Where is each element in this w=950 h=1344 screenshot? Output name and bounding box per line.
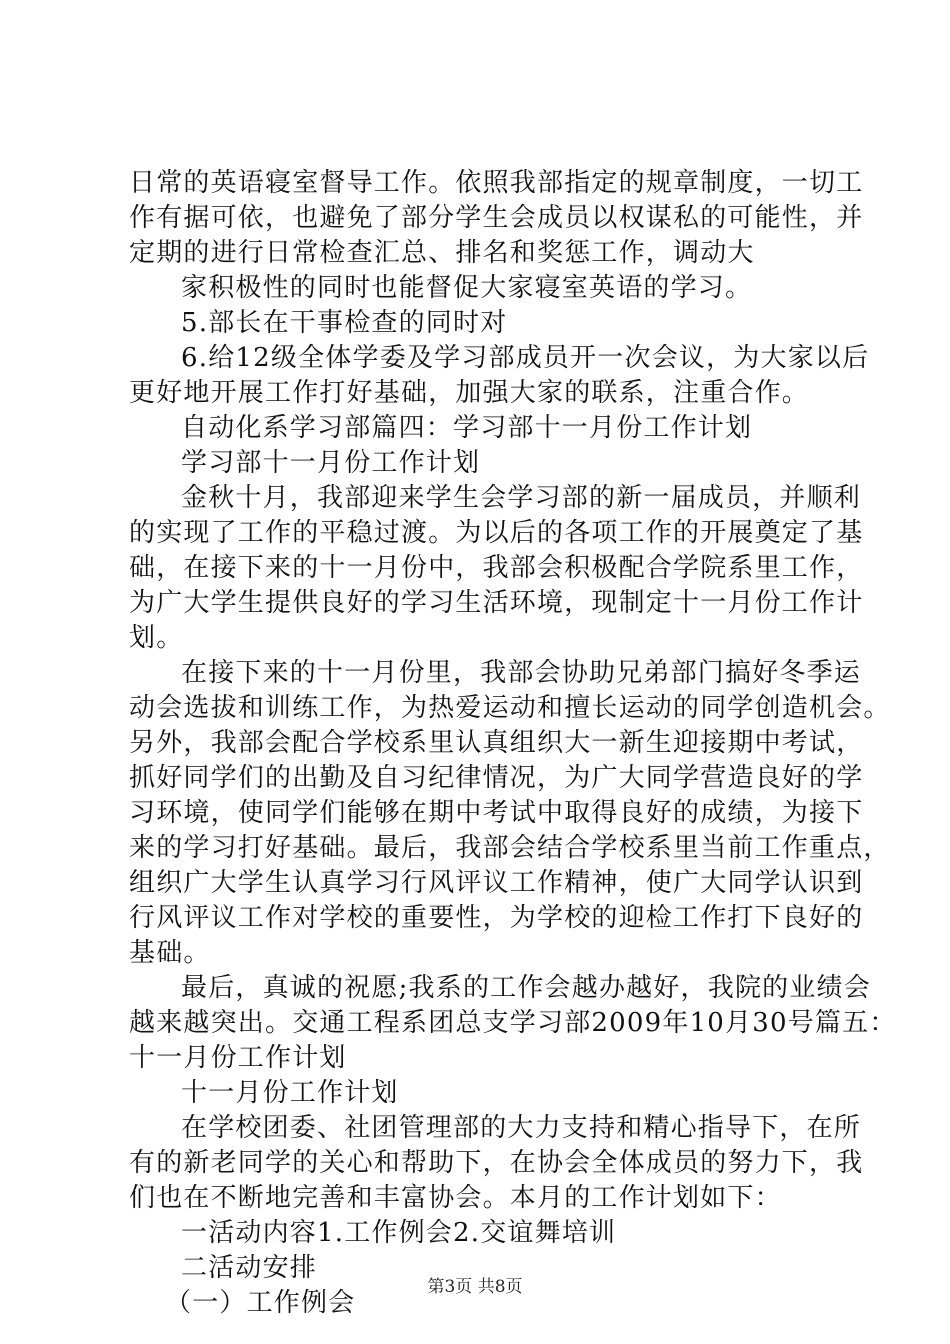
text-line: 在接下来的十一月份里，我部会协助兄弟部门搞好冬季运 bbox=[181, 658, 862, 688]
text-line: （一）工作例会 bbox=[165, 1288, 356, 1318]
text-line: 有的新老同学的关心和帮助下，在协会全体成员的努力下，我 bbox=[129, 1148, 864, 1178]
text-line: 们也在不断地完善和丰富协会。本月的工作计划如下： bbox=[129, 1183, 782, 1213]
page-number: 第3页 共8页 bbox=[427, 1277, 523, 1297]
section-heading: 自动化系学习部篇四：学习部十一月份工作计划 bbox=[181, 413, 753, 443]
text-line: 来的学习打好基础。最后，我部会结合学校系里当前工作重点， bbox=[129, 833, 891, 863]
text-line: 最后，真诚的祝愿;我系的工作会越办越好，我院的业绩会 bbox=[181, 973, 871, 1003]
text-line: 作有据可依，也避免了部分学生会成员以权谋私的可能性，并 bbox=[129, 203, 864, 233]
text-line: 另外，我部会配合学校系里认真组织大一新生迎接期中考试， bbox=[129, 728, 864, 758]
text-line: 划。 bbox=[129, 623, 184, 653]
text-line: 越来越突出。交通工程系团总支学习部2009年10月30号篇五： bbox=[129, 1008, 897, 1038]
text-line: 金秋十月，我部迎来学生会学习部的新一届成员，并顺利 bbox=[181, 483, 862, 513]
text-line: 础，在接下来的十一月份中，我部会积极配合学院系里工作， bbox=[129, 553, 864, 583]
section-title: 十一月份工作计划 bbox=[181, 1078, 399, 1108]
text-line: 日常的英语寝室督导工作。依照我部指定的规章制度，一切工 bbox=[129, 168, 864, 198]
text-line: 更好地开展工作打好基础，加强大家的联系，注重合作。 bbox=[129, 378, 810, 408]
text-line: 动会选拔和训练工作，为热爱运动和擅长运动的同学创造机会。 bbox=[129, 693, 891, 723]
section-heading: 十一月份工作计划 bbox=[129, 1043, 347, 1073]
text-line: 基础。 bbox=[129, 938, 211, 968]
text-line: 一活动内容1.工作例会2.交谊舞培训 bbox=[181, 1218, 617, 1248]
text-line: 行风评议工作对学校的重要性，为学校的迎检工作打下良好的 bbox=[129, 903, 864, 933]
text-line: 在学校团委、社团管理部的大力支持和精心指导下，在所 bbox=[181, 1113, 862, 1143]
text-line: 组织广大学生认真学习行风评议工作精神，使广大同学认识到 bbox=[129, 868, 864, 898]
text-line: 定期的进行日常检查汇总、排名和奖惩工作，调动大 bbox=[129, 238, 755, 268]
text-line: 的实现了工作的平稳过渡。为以后的各项工作的开展奠定了基 bbox=[129, 518, 864, 548]
text-line: 5.部长在干事检查的同时对 bbox=[181, 308, 508, 338]
text-line: 为广大学生提供良好的学习生活环境，现制定十一月份工作计 bbox=[129, 588, 864, 618]
text-line: 习环境，使同学们能够在期中考试中取得良好的成绩，为接下 bbox=[129, 798, 864, 828]
section-title: 学习部十一月份工作计划 bbox=[181, 448, 481, 478]
text-line: 6.给12级全体学委及学习部成员开一次会议，为大家以后 bbox=[181, 343, 870, 373]
text-line: 抓好同学们的出勤及自习纪律情况，为广大同学营造良好的学 bbox=[129, 763, 864, 793]
text-line: 家积极性的同时也能督促大家寝室英语的学习。 bbox=[181, 273, 753, 303]
text-line: 二活动安排 bbox=[181, 1253, 318, 1283]
